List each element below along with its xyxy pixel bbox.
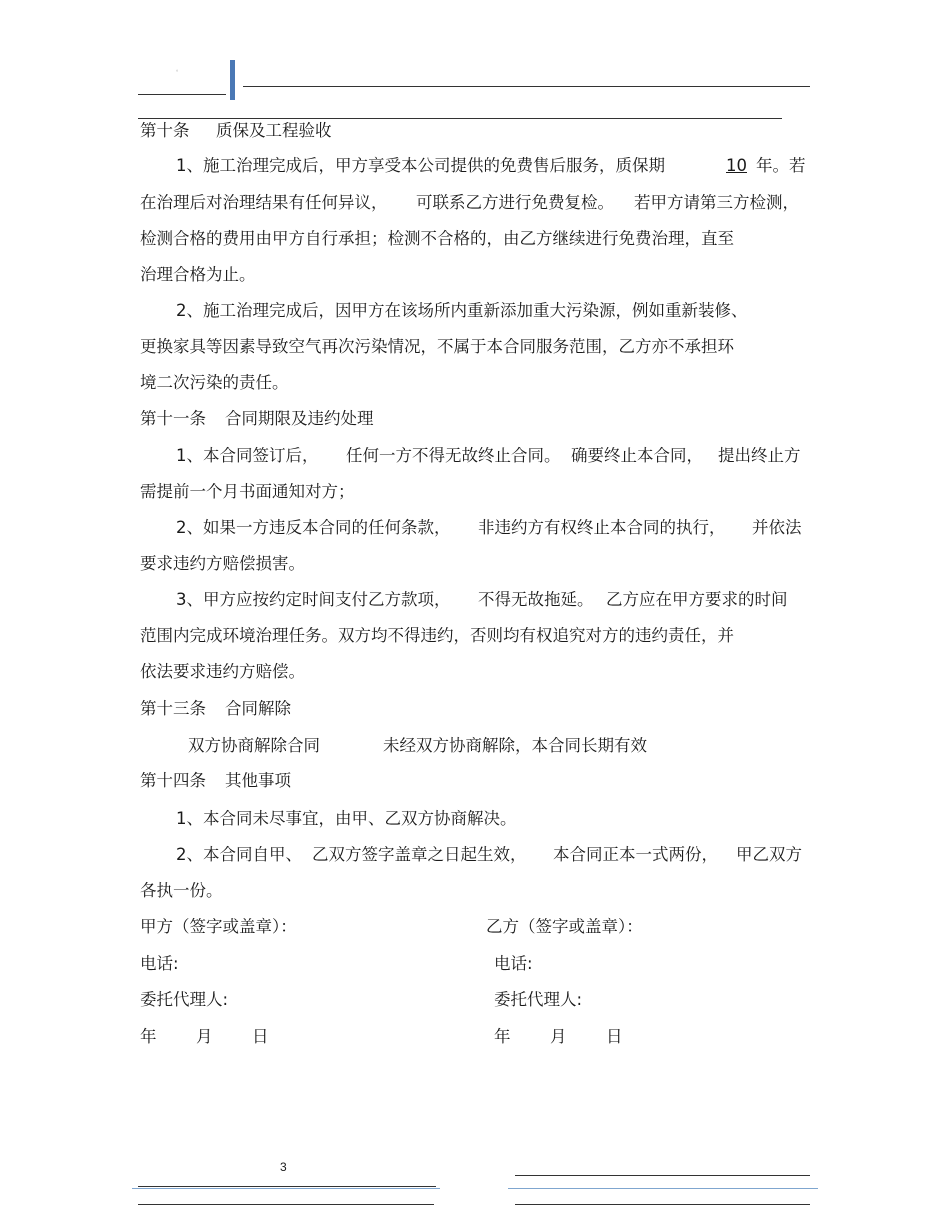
s10-p1-line2a: 在治理后对治理结果有任何异议， [140,193,388,212]
s14-p2-line1d: 甲乙双方 [736,845,802,864]
s11-p3-line3: 依法要求违约方赔偿。 [140,662,305,681]
s14-p1: 1、本合同未尽事宜，由甲、乙双方协商解决。 [176,809,517,828]
section-11-subtitle: 合同期限及违约处理 [225,409,374,428]
header-dot: 。 [176,66,183,73]
s11-p1-line1d: 提出终止方 [718,446,801,465]
s10-p1-line3: 检测合格的费用由甲方自行承担；检测不合格的，由乙方继续进行免费治理，直至 [140,229,734,248]
footer-left-rule-bottom [138,1204,434,1205]
s11-p2-line1c: 并依法 [752,518,802,537]
party-a-month-label: 月 [196,1027,213,1046]
s11-p2-line1a: 2、如果一方违反本合同的任何条款， [176,518,451,537]
s10-p1-line2b: 可联系乙方进行免费复检。 [416,193,614,212]
footer-right-rule-top [515,1175,810,1176]
warranty-years: 10 [726,156,747,175]
s10-p2-line1: 2、施工治理完成后，因甲方在该场所内重新添加重大污染源，例如重新装修、 [176,301,748,320]
termination-option-default: 未经双方协商解除，本合同长期有效 [383,736,647,755]
section-13-subtitle: 合同解除 [225,699,291,718]
s11-p3-line2: 范围内完成环境治理任务。双方均不得违约，否则均有权追究对方的违约责任，并 [140,626,734,645]
s11-p1-line1c: 确要终止本合同， [571,446,703,465]
footer-right-accent [508,1188,818,1189]
section-13-title: 第十三条 [140,699,206,718]
s10-p1-line2c: 若甲方请第三方检测， [634,193,799,212]
party-b-year-label: 年 [494,1027,511,1046]
section-14-title: 第十四条 [140,771,206,790]
header-long-rule [243,86,810,87]
s10-p2-line2: 更换家具等因素导致空气再次污染情况，不属于本合同服务范围，乙方亦不承担环 [140,337,734,356]
s10-p1-line1b: 年。若 [756,156,806,175]
section-10-title: 第十条 [140,121,190,140]
header-divider [138,118,782,119]
s11-p2-line1b: 非违约方有权终止本合同的执行， [478,518,726,537]
termination-option-mutual: 双方协商解除合同 [188,736,320,755]
party-b-label: 乙方（签字或盖章）： [486,917,643,936]
s11-p3-line1a: 3、甲方应按约定时间支付乙方款项， [176,590,451,609]
party-b-month-label: 月 [550,1027,567,1046]
s10-p1-line1a: 1、施工治理完成后，甲方享受本公司提供的免费售后服务，质保期 [176,156,665,175]
s11-p2-line2: 要求违约方赔偿损害。 [140,554,305,573]
s14-p2-line1a: 2、本合同自甲、 [176,845,302,864]
s10-p2-line3: 境二次污染的责任。 [140,373,289,392]
page-number: 3 [280,1160,287,1174]
party-a-phone-label: 电话: [140,954,179,973]
party-a-year-label: 年 [140,1027,157,1046]
section-11-title: 第十一条 [140,409,206,428]
header-short-rule [138,94,226,95]
s14-p2-line1b: 乙双方签字盖章之日起生效， [312,845,527,864]
s10-p1-line4: 治理合格为止。 [140,265,256,284]
s11-p1-line1b: 任何一方不得无故终止合同。 [346,446,561,465]
party-b-day-label: 日 [606,1027,623,1046]
s11-p1-line1a: 1、本合同签订后， [176,446,319,465]
header-accent-bar [230,60,235,100]
party-a-agent-label: 委托代理人: [140,990,229,1009]
footer-right-rule-bottom [515,1204,810,1205]
section-10-subtitle: 质保及工程验收 [216,121,332,140]
s14-p2-line2: 各执一份。 [140,881,223,900]
s14-p2-line1c: 本合同正本一式两份， [553,845,718,864]
party-b-agent-label: 委托代理人: [494,990,583,1009]
s11-p3-line1b: 不得无故拖延。 [478,590,594,609]
s11-p1-line2: 需提前一个月书面通知对方； [140,482,355,501]
s11-p3-line1c: 乙方应在甲方要求的时间 [606,590,788,609]
party-b-phone-label: 电话: [494,954,533,973]
footer-left-rule [138,1186,436,1187]
section-14-subtitle: 其他事项 [225,771,291,790]
party-a-label: 甲方（签字或盖章）： [140,917,297,936]
party-a-day-label: 日 [252,1027,269,1046]
footer-left-accent [132,1188,440,1189]
